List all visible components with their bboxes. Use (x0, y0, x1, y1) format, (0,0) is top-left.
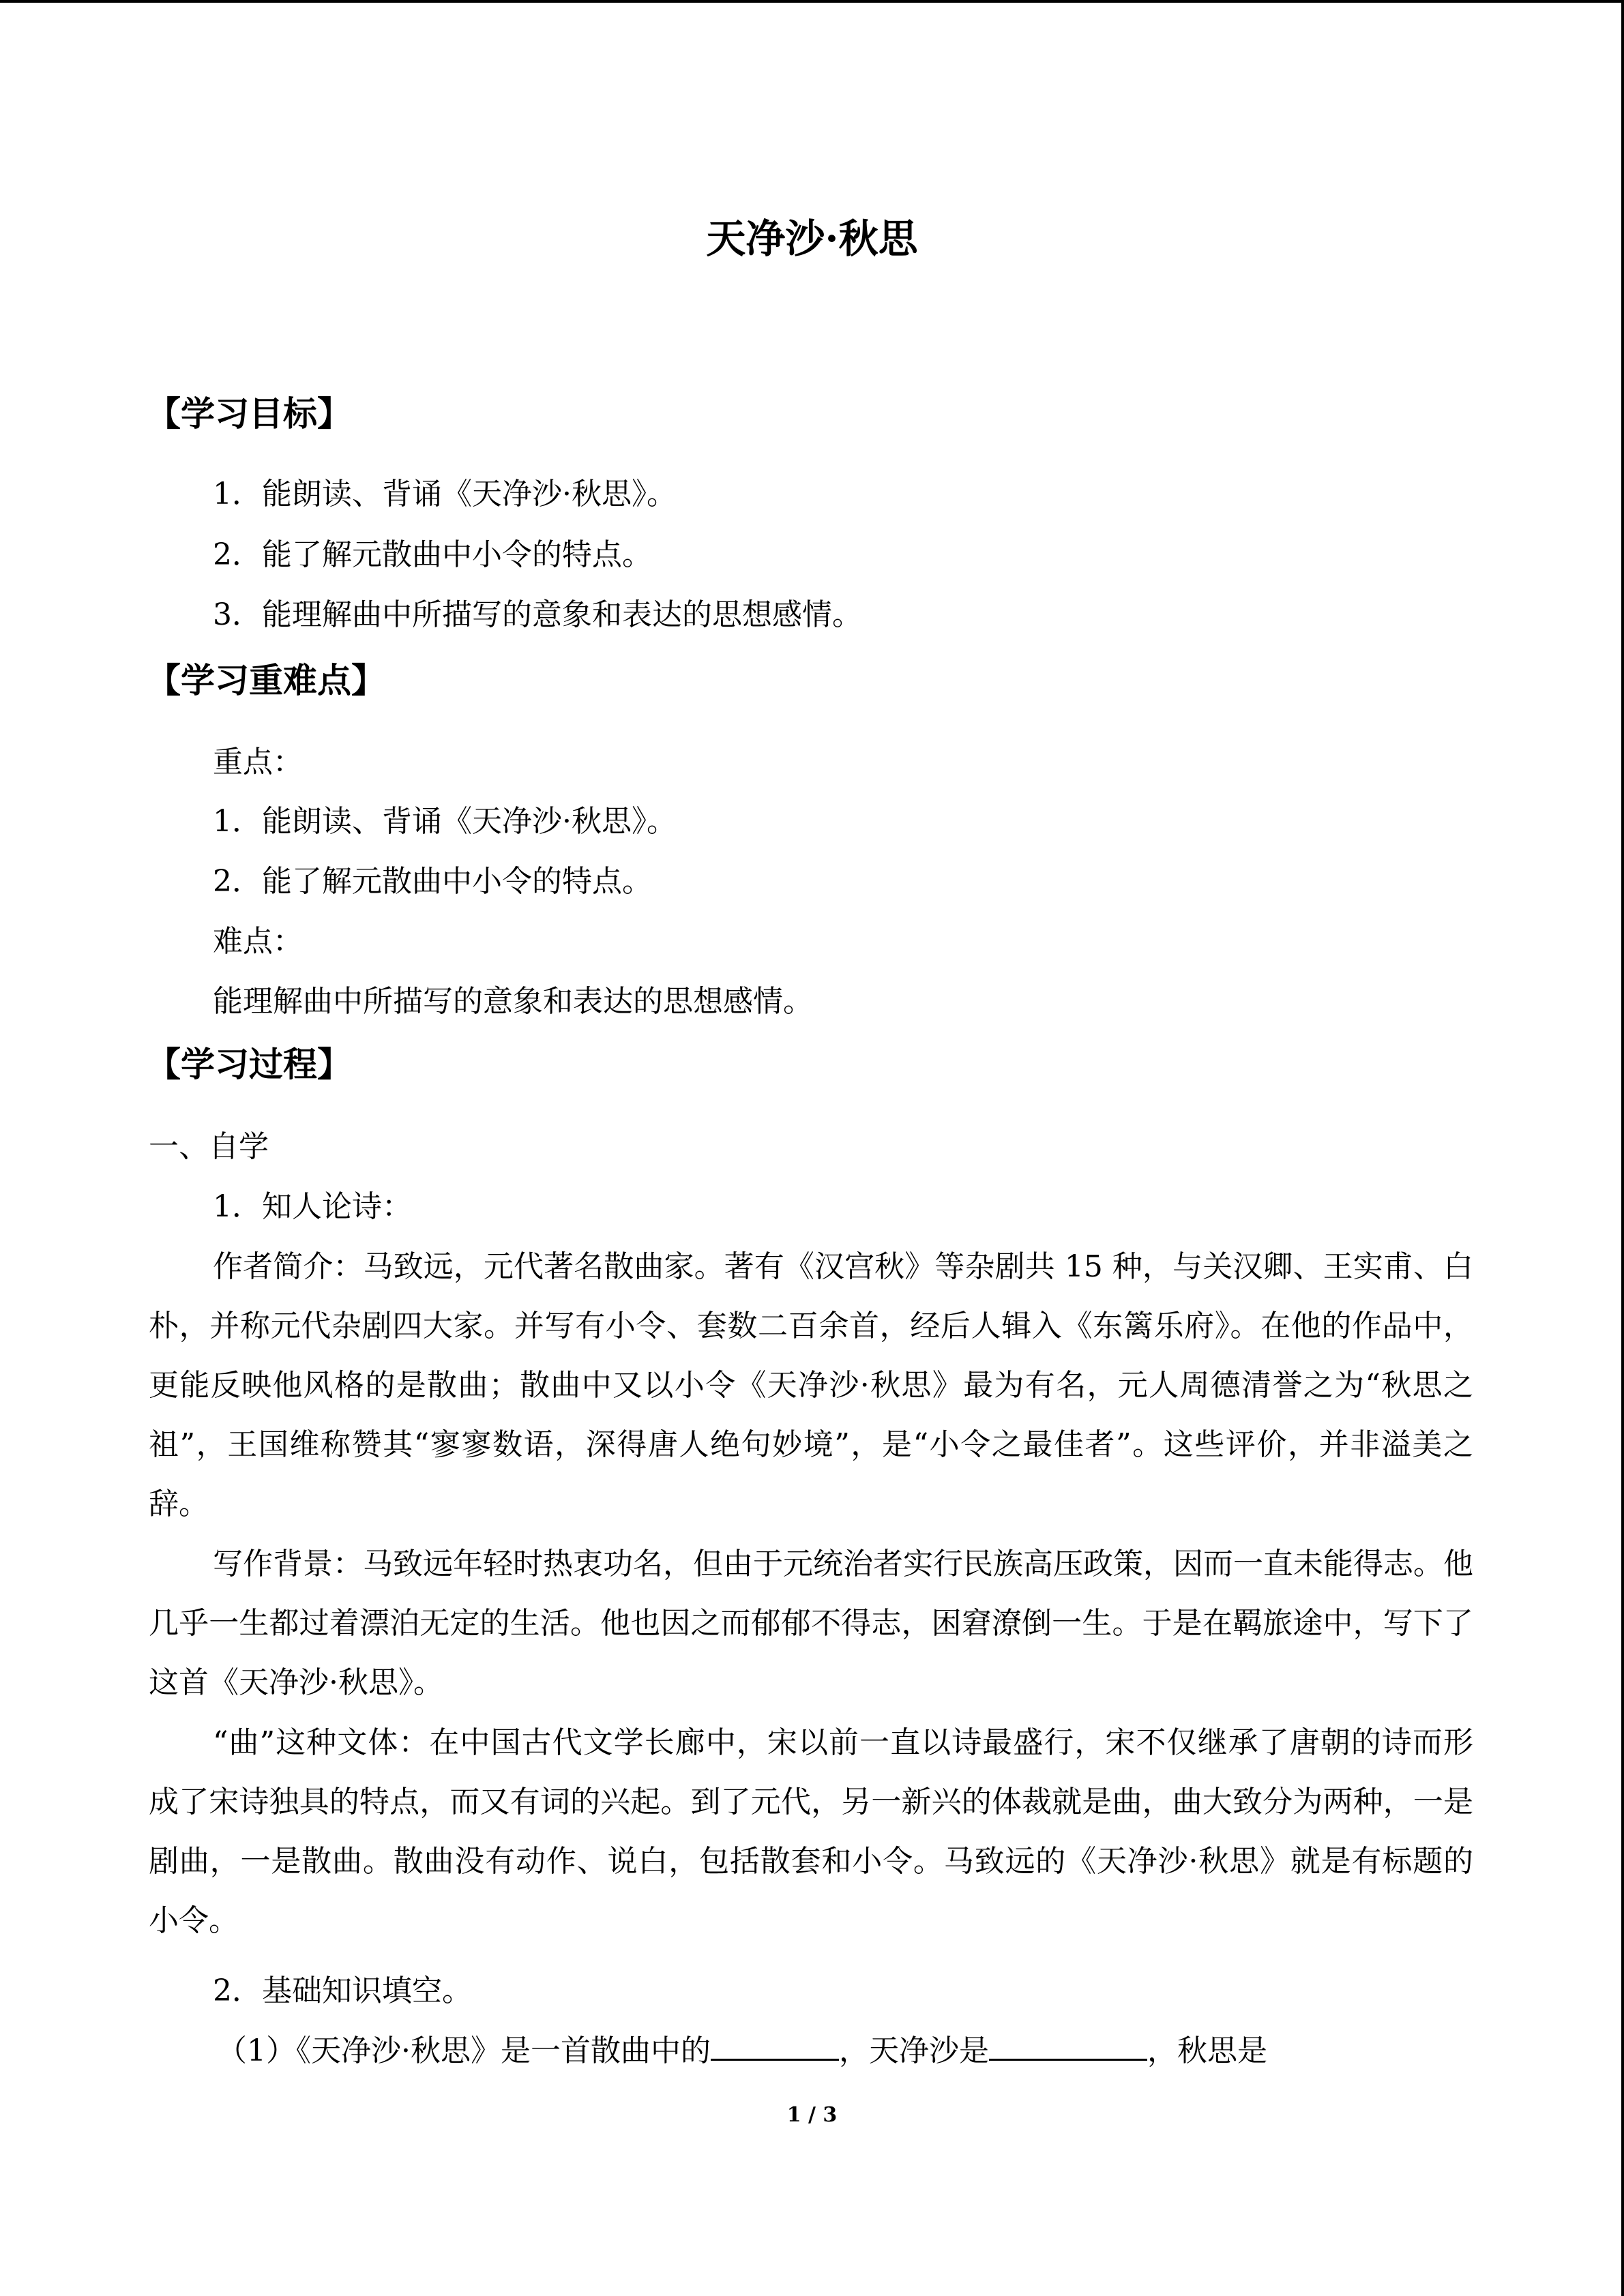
answer-blank-1[interactable] (711, 2031, 839, 2061)
difficulty-text: 能理解曲中所描写的意象和表达的思想感情。 (213, 984, 813, 1019)
process-heading: 【学习过程】 (147, 1044, 351, 1084)
objectives-heading: 【学习目标】 (147, 393, 351, 434)
genre-paragraph: “曲”这种文体：在中国古代文学长廊中，宋以前一直以诗最盛行，宋不仅继承了唐朝的诗而形成了宋诗独具的特点，而又有词的兴起。到了元代，另一新兴的体裁就是曲，曲大致分为两种，一是剧曲，一是散曲。散曲没有动作、说白，包括散套和小令。马致远的《天净沙·秋思》就是有标题的小令。 (149, 1725, 1473, 1938)
fill-blank-text-2: ，天净沙是 (838, 2033, 989, 2068)
step2-label: 2．基础知识填空。 (213, 1973, 472, 2008)
page-number: 1 / 3 (786, 2103, 838, 2127)
fill-blank-text-3: ，秋思是 (1147, 2033, 1267, 2068)
answer-blank-2[interactable] (989, 2031, 1147, 2061)
step1-label: 1．知人论诗： (213, 1189, 412, 1224)
difficulty-label: 难点： (213, 924, 303, 959)
focus-item-1: 1．能朗读、背诵《天净沙·秋思》。 (213, 804, 677, 839)
fill-blank-text-1: （1）《天净沙·秋思》是一首散曲中的 (217, 2033, 711, 2068)
author-intro-paragraph: 作者简介：马致远，元代著名散曲家。著有《汉宫秋》等杂剧共 15 种，与关汉卿、王实甫、白朴，并称元代杂剧四大家。并写有小令、套数二百余首，经后人辑入《东篱乐府》。在他的作品中，更能反映他风格的是散曲；散曲中又以小令《天净沙·秋思》最为有名，元人周德清誉之为“秋思之祖”，王国维称赞其“寥寥数语，深得唐人绝句妙境”，是“小令之最佳者”。这些评价，并非溢美之辞。 (149, 1249, 1473, 1521)
top-border (0, 0, 1624, 3)
self-study-label: 一、自学 (149, 1129, 269, 1164)
background-paragraph: 写作背景：马致远年轻时热衷功名，但由于元统治者实行民族高压政策，因而一直未能得志。他几乎一生都过着漂泊无定的生活。他也因之而郁郁不得志，困窘潦倒一生。于是在羁旅途中，写下了这首《天净沙·秋思》。 (149, 1547, 1473, 1700)
right-border (1621, 0, 1624, 2296)
fill-blank-question (217, 2031, 1267, 2072)
objective-item-3: 3．能理解曲中所描写的意象和表达的思想感情。 (213, 597, 862, 632)
objective-item-2: 2．能了解元散曲中小令的特点。 (213, 537, 652, 572)
objective-item-1: 1．能朗读、背诵《天净沙·秋思》。 (213, 477, 677, 511)
key-points-heading: 【学习重难点】 (147, 660, 385, 700)
focus-label: 重点： (213, 745, 303, 779)
focus-item-2: 2．能了解元散曲中小令的特点。 (213, 864, 652, 899)
document-title: 天净沙·秋思 (706, 215, 918, 262)
